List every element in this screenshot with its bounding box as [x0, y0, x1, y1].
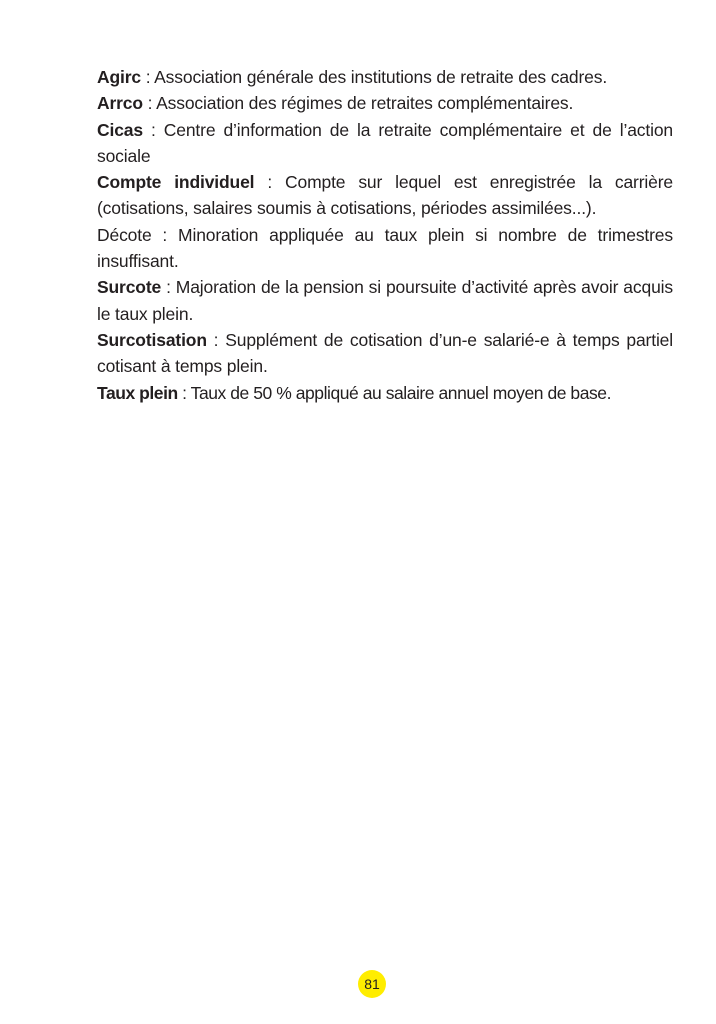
glossary-term: Compte individuel: [97, 172, 255, 193]
glossary-separator: :: [206, 329, 226, 350]
glossary-entry-taux-plein: [97, 380, 673, 406]
glossary-definition: Association des régimes de retraites complémentaires.: [156, 93, 574, 114]
glossary-separator: :: [254, 172, 285, 193]
glossary-definition: Association générale des institutions de retraite des cadres.: [154, 67, 608, 87]
glossary-separator: :: [140, 67, 155, 87]
glossary-term: Taux plein: [97, 382, 178, 403]
glossary-term: Surcote: [97, 277, 162, 298]
glossary-term: Agirc: [97, 67, 141, 87]
glossary-term: Cicas: [97, 119, 143, 140]
glossary-entry-compte-individuel: [97, 169, 673, 222]
glossary-definition: Majoration de la pension si poursuite d’activité après avoir acquis le taux plein.: [97, 277, 673, 324]
glossary-separator: :: [142, 93, 157, 114]
glossary-definition: Compte sur lequel est enregistrée la carrière (cotisations, salaires soumis à cotisations, périodes assimilées...).: [97, 172, 673, 219]
page-number: 81: [364, 976, 380, 992]
glossary-separator: :: [142, 119, 164, 140]
glossary-separator: :: [161, 277, 176, 298]
glossary-entry-decote: [97, 222, 673, 275]
glossary-definition: Centre d’information de la retraite complémentaire et de l’action sociale: [97, 119, 673, 166]
glossary-term: Surcotisation: [97, 329, 207, 350]
glossary-definition: Taux de 50 % appliqué au salaire annuel moyen de base.: [190, 382, 611, 403]
glossary-list: [97, 64, 673, 406]
glossary-entry-surcote: [97, 274, 673, 327]
glossary-separator: :: [177, 382, 191, 403]
glossary-definition: Supplément de cotisation d’un-e salarié-e à temps partiel cotisant à temps plein.: [97, 329, 673, 377]
glossary-entry-cicas: [97, 117, 673, 170]
glossary-term: Arrco: [97, 93, 143, 114]
glossary-definition: Décote : Minoration appliquée au taux plein si nombre de trimestres insuffisant.: [97, 224, 673, 272]
glossary-entry-agirc: [97, 64, 673, 90]
glossary-entry-surcotisation: [97, 327, 673, 380]
page-number-badge: [358, 970, 386, 998]
glossary-entry-arrco: [97, 90, 673, 116]
